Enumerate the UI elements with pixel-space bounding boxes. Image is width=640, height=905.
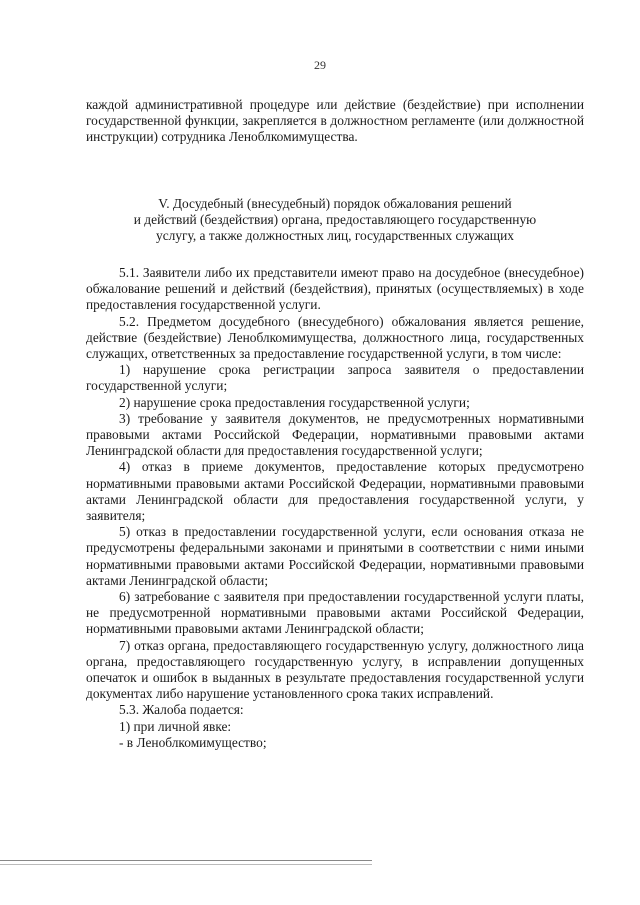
list-item-1: 1) нарушение срока регистрации запроса заявителя о предоставлении государственной услуги; [86,362,584,394]
footer-divider [0,860,372,861]
section-body [86,265,584,751]
section-heading [86,196,584,245]
list-item-leноblkom: - в Леноблкомимущество; [119,734,267,750]
list-item-2: 2) нарушение срока предоставления государственной услуги; [119,394,470,410]
paragraph-5-1: 5.1. Заявители либо их представители имеют право на досудебное (внесудебное) обжалование решений и действий (бездействия), принятых (осуществляемых) в ходе предоставления государственной услуги. [86,265,584,313]
section-heading-line: и действий (бездействия) органа, предоставляющего государственную [133,212,537,228]
list-item-7: 7) отказ органа, предоставляющего государственную услугу, должностного лица органа, предоставляющего государственную услугу, в исправлении допущенных опечаток и ошибок в выданных в результате предоставления государственной услуги документах либо нарушение установленного срока таких исправлений. [86,637,584,702]
continued-paragraph [86,97,584,146]
paragraph-5-2: 5.2. Предметом досудебного (внесудебного) обжалования является решение, действие (бездействие) Леноблкомимущества, должностного лица, государственных служащих, ответственных за предоставление государственной услуги, в том числе: [86,313,584,362]
list-item-6: 6) затребование с заявителя при предоставлении государственной услуги платы, не предусмотренной нормативными правовыми актами Российской Федерации, нормативными правовыми актами Ленинградской области; [86,589,584,637]
list-item-3: 3) требование у заявителя документов, не предусмотренных нормативными правовыми актами Российской Федерации, нормативными правовыми актами Ленинградской области для предоставления государственной услуги; [86,410,584,459]
list-item-5: 5) отказ в предоставлении государственной услуги, если основания отказа не предусмотрены федеральными законами и принятыми в соответствии с ними иными нормативными правовыми актами Российской Федерации, нормативными правовыми актами Ленинградской области; [86,524,584,588]
list-item-4: 4) отказ в приеме документов, предоставление которых предусмотрено нормативными правовыми актами Российской Федерации, нормативными правовыми актами Ленинградской области для предоставления государственной услуги, у заявителя; [86,459,584,524]
paragraph: каждой административной процедуре или действие (бездействие) при исполнении государственной функции, закрепляется в должностном регламенте (или должностной инструкции) сотрудника Леноблкомимущества. [86,97,584,145]
list-item-in-person: 1) при личной явке: [119,718,232,734]
footer-divider [0,864,372,865]
page-number: 29 [314,58,326,72]
section-heading-line: V. Досудебный (внесудебный) порядок обжалования решений [158,196,512,211]
paragraph-5-3: 5.3. Жалоба подается: [119,702,244,718]
section-heading-line: услугу, а также должностных лиц, государственных служащих [156,228,514,244]
